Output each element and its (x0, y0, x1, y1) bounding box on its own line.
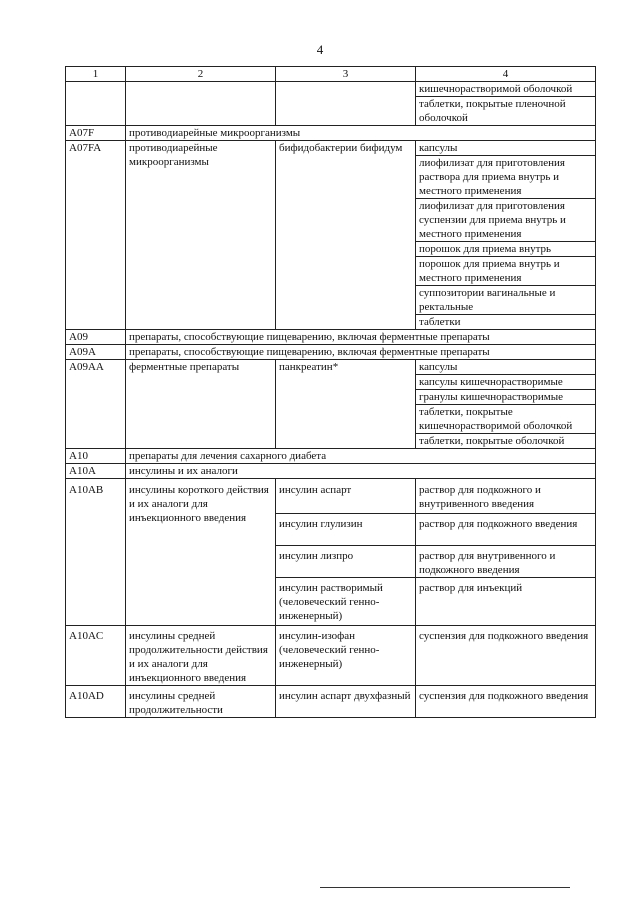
table-row (66, 141, 596, 330)
dosage-form: таблетки, покрытые оболочкой (416, 433, 595, 448)
header-col-2: 2 (126, 67, 276, 82)
header-col-1: 1 (66, 67, 126, 82)
group-name: инсулины средней продолжительности действия и их аналоги для инъекционного введения (126, 626, 276, 686)
table-row (66, 330, 596, 345)
page-number: 4 (316, 42, 324, 57)
atc-code: A10 (66, 449, 126, 464)
table-row (66, 449, 596, 464)
table-row (66, 464, 596, 479)
table-row (66, 360, 596, 449)
forms-cell (416, 141, 596, 330)
atc-title: препараты для лечения сахарного диабета (126, 449, 596, 464)
atc-code: A09AA (66, 360, 126, 449)
drug-name: панкреатин* (276, 360, 416, 449)
dosage-form: капсулы (419, 361, 458, 373)
atc-code: A10AC (66, 626, 126, 686)
group-name: ферментные препараты (126, 360, 276, 449)
header-row (66, 67, 596, 82)
drug-name: инсулин аспарт двухфазный (276, 686, 416, 718)
table-row (66, 626, 596, 686)
dosage-form: раствор для подкожного введения (416, 514, 596, 546)
dosage-form: суспензия для подкожного введения (416, 626, 596, 686)
dosage-form: суппозитории вагинальные и ректальные (416, 285, 595, 314)
table-row (66, 126, 596, 141)
dosage-form: порошок для приема внутрь (416, 241, 595, 256)
atc-title: инсулины и их аналоги (126, 464, 596, 479)
dosage-form: капсулы (419, 142, 458, 154)
header-col-4: 4 (416, 67, 596, 82)
dosage-form: таблетки (416, 314, 595, 329)
dosage-form: раствор для инъекций (416, 578, 596, 626)
forms-cell (416, 360, 596, 449)
drug-name: инсулин аспарт (276, 479, 416, 514)
dosage-form: таблетки, покрытые пленочной оболочкой (416, 96, 595, 125)
atc-title: противодиарейные микроорганизмы (126, 126, 596, 141)
dosage-form: капсулы кишечнорастворимые (416, 374, 595, 389)
dosage-form: таблетки, покрытые кишечнорастворимой оболочкой (416, 404, 595, 433)
atc-code: A10AD (66, 686, 126, 718)
atc-code: A09 (66, 330, 126, 345)
group-name: инсулины средней продолжительности (126, 686, 276, 718)
atc-code: A07F (66, 126, 126, 141)
forms-cell (416, 82, 596, 126)
atc-code: A10AB (66, 479, 126, 626)
table-row (66, 82, 596, 126)
drug-name: инсулин лизпро (276, 546, 416, 578)
drug-name: инсулин глулизин (276, 514, 416, 546)
atc-code: A09A (66, 345, 126, 360)
table-row (66, 479, 596, 514)
group-name: инсулины короткого действия и их аналоги для инъекционного введения (126, 479, 276, 626)
dosage-form: кишечнорастворимой оболочкой (419, 83, 573, 95)
drug-name: инсулин-изофан (человеческий генно-инженерный) (276, 626, 416, 686)
drug-name: бифидобактерии бифидум (276, 141, 416, 330)
dosage-form: лиофилизат для приготовления суспензии для приема внутрь и местного применения (416, 198, 595, 241)
table-row (66, 345, 596, 360)
footer-line (320, 887, 570, 888)
dosage-form: раствор для подкожного и внутривенного введения (416, 479, 596, 514)
dosage-form: лиофилизат для приготовления раствора для приема внутрь и местного применения (416, 155, 595, 198)
drug-name: инсулин растворимый (человеческий генно-инженерный) (276, 578, 416, 626)
drug-table (65, 66, 596, 718)
dosage-form: раствор для внутривенного и подкожного введения (416, 546, 596, 578)
atc-code: A10A (66, 464, 126, 479)
dosage-form: гранулы кишечнорастворимые (416, 389, 595, 404)
dosage-form: суспензия для подкожного введения (416, 686, 596, 718)
dosage-form: порошок для приема внутрь и местного применения (416, 256, 595, 285)
header-col-3: 3 (276, 67, 416, 82)
atc-title: препараты, способствующие пищеварению, включая ферментные препараты (126, 330, 596, 345)
group-name: противодиарейные микроорганизмы (126, 141, 276, 330)
atc-code: A07FA (66, 141, 126, 330)
atc-title: препараты, способствующие пищеварению, включая ферментные препараты (126, 345, 596, 360)
table-row (66, 686, 596, 718)
